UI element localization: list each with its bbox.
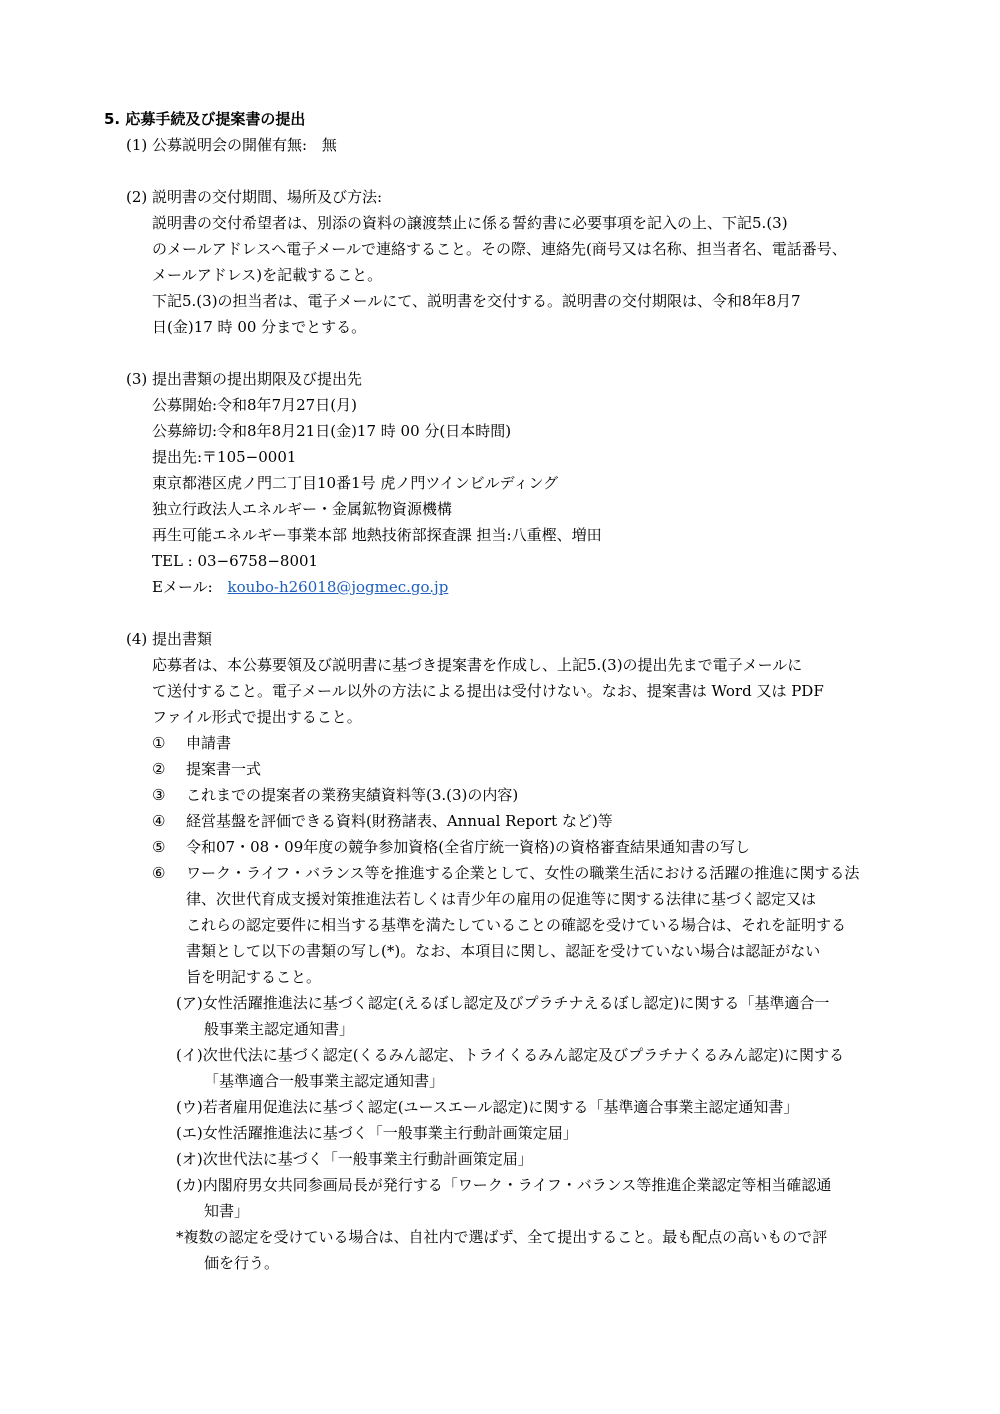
s3-tel: TEL : 03−6758−8001 [152, 552, 319, 570]
note-line: 価を行う。 [204, 1254, 280, 1272]
s3-heading: (3) 提出書類の提出期限及び提出先 [126, 370, 363, 388]
s4-line: ファイル形式で提出すること。 [152, 708, 362, 726]
email-label: Eメール: [152, 578, 213, 596]
s1-heading: (1) 公募説明会の開催有無: [126, 136, 308, 154]
subitem-cont: 「基準適合一般事業主認定通知書」 [204, 1072, 445, 1090]
s3-organization: 独立行政法人エネルギー・金属鉱物資源機構 [152, 500, 453, 518]
s3-department: 再生可能エネルギー事業本部 地熱技術部探査課 担当:八重樫、増田 [152, 526, 602, 544]
s4-line: て送付すること。電子メール以外の方法による提出は受付けない。なお、提案書は Word 又は PDF [152, 682, 824, 700]
s2-line: 日(金)17 時 00 分までとする。 [152, 318, 367, 336]
subitem: (カ)内閣府男女共同参画局長が発行する「ワーク・ライフ・バランス等推進企業認定等相当確認通 [176, 1176, 832, 1194]
item-number: ⑤ [152, 838, 166, 856]
s1-value: 無 [321, 136, 337, 154]
subitem: (ア)女性活躍推進法に基づく認定(えるぼし認定及びプラチナえるぼし認定)に関する「基準適合一 [176, 994, 830, 1012]
item6-cont: 旨を明記すること。 [186, 968, 322, 986]
item-text: これまでの提案者の業務実績資料等(3.(3)の内容) [186, 786, 519, 804]
s3-address: 東京都港区虎ノ門二丁目10番1号 虎ノ門ツインビルディング [152, 474, 559, 492]
subitem: (オ)次世代法に基づく「一般事業主行動計画策定届」 [176, 1150, 533, 1168]
s3-deadline: 公募締切:令和8年8月21日(金)17 時 00 分(日本時間) [152, 422, 512, 440]
s2-line: のメールアドレスへ電子メールで連絡すること。その際、連絡先(商号又は名称、担当者名、電話番号、 [152, 240, 847, 258]
s3-email-line [152, 574, 910, 600]
s2-line: メールアドレス)を記載すること。 [152, 266, 383, 284]
subitem: (ウ)若者雇用促進法に基づく認定(ユースエール認定)に関する「基準適合事業主認定通知書」 [176, 1098, 799, 1116]
subitem: (エ)女性活躍推進法に基づく「一般事業主行動計画策定届」 [176, 1124, 578, 1142]
item6-cont: 書類として以下の書類の写し(*)。なお、本項目に関し、認証を受けていない場合は認証がない [186, 942, 821, 960]
item-number: ② [152, 760, 166, 778]
item-number: ① [152, 734, 166, 752]
subitem-cont: 知書」 [204, 1202, 250, 1220]
item-text: 申請書 [186, 734, 232, 752]
note-line: *複数の認定を受けている場合は、自社内で選ばず、全て提出すること。最も配点の高いもので評 [176, 1228, 828, 1246]
list-item [152, 730, 910, 756]
item6-cont: 律、次世代育成支援対策推進法若しくは青少年の雇用の促進等に関する法律に基づく認定又は [186, 890, 817, 908]
item-number: ④ [152, 812, 166, 830]
subitem: (イ)次世代法に基づく認定(くるみん認定、トライくるみん認定及びプラチナくるみん認定)に関する [176, 1046, 844, 1064]
item6-cont: これらの認定要件に相当する基準を満たしていることの確認を受けている場合は、それを証明する [186, 916, 847, 934]
spacer [104, 158, 910, 184]
list-item [152, 756, 910, 782]
s4-line: 応募者は、本公募要領及び説明書に基づき提案書を作成し、上記5.(3)の提出先まで電子メールに [152, 656, 803, 674]
section-title: 5. 応募手続及び提案書の提出 [104, 110, 306, 128]
s3-postal: 提出先:〒105−0001 [152, 448, 297, 466]
item-number: ⑥ [152, 864, 166, 882]
item-text: ワーク・ライフ・バランス等を推進する企業として、女性の職業生活における活躍の推進に関する法 [186, 864, 860, 882]
s2-line: 下記5.(3)の担当者は、電子メールにて、説明書を交付する。説明書の交付期限は、令和8年8月7 [152, 292, 801, 310]
s3-start-date: 公募開始:令和8年7月27日(月) [152, 396, 357, 414]
item-text: 経営基盤を評価できる資料(財務諸表、Annual Report など)等 [186, 812, 613, 830]
list-item [152, 860, 910, 886]
s4-heading: (4) 提出書類 [126, 630, 213, 648]
s2-heading: (2) 説明書の交付期間、場所及び方法: [126, 188, 383, 206]
item-text: 提案書一式 [186, 760, 262, 778]
item-number: ③ [152, 786, 166, 804]
list-item [152, 834, 910, 860]
item-text: 令和07・08・09年度の競争参加資格(全省庁統一資格)の資格審査結果通知書の写し [186, 838, 750, 856]
list-item [152, 808, 910, 834]
s1-line [126, 132, 910, 158]
s2-line: 説明書の交付希望者は、別添の資料の譲渡禁止に係る誓約書に必要事項を記入の上、下記5.(3) [152, 214, 788, 232]
subitem-cont: 般事業主認定通知書」 [204, 1020, 355, 1038]
email-link[interactable]: koubo-h26018@jogmec.go.jp [227, 578, 449, 596]
spacer [104, 340, 910, 366]
spacer [104, 600, 910, 626]
list-item [152, 782, 910, 808]
